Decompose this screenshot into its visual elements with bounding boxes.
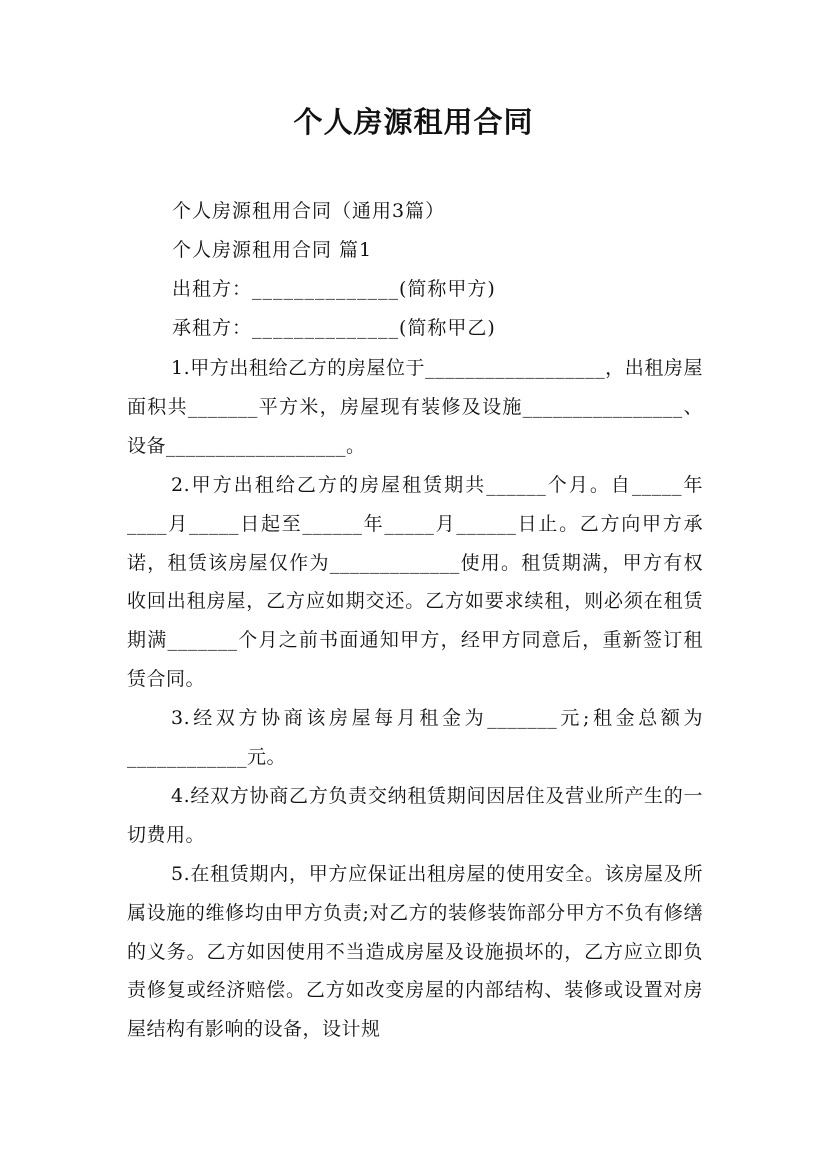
document-subtitle: 个人房源租用合同（通用3篇） [172,200,446,222]
clause-5: 5.在租赁期内，甲方应保证出租房屋的使用安全。该房屋及所属设施的维修均由甲方负责;对乙方的装修装饰部分甲方不负有修缮的义务。乙方如因使用不当造成房屋及设施损坏的，乙方应立即负责修复或经济赔偿。乙方如改变房屋的内部结构、装修或设置对房屋结构有影响的设备，设计规 [127,863,703,1041]
clause-1: 1.甲方出租给乙方的房屋位于__________________，出租房屋面积共_______平方米，房屋现有装修及设施________________、设备__________________。 [127,357,703,457]
lessor-line: 出租方：______________(简称甲方) [172,278,496,300]
clause-3: 3.经双方协商该房屋每月租金为_______元;租金总额为____________元。 [127,707,703,768]
clause-4: 4.经双方协商乙方负责交纳租赁期间因居住及营业所产生的一切费用。 [127,785,703,846]
document-title: 个人房源租用合同 [293,105,534,139]
lessee-line: 承租方：______________(简称甲乙) [172,317,496,339]
section-heading: 个人房源租用合同 篇1 [172,239,373,261]
clause-2: 2.甲方出租给乙方的房屋租赁期共______个月。自_____年____月_____日起至______年_____月______日止。乙方向甲方承诺，租赁该房屋仅作为_____________使用。租赁期满，甲方有权收回出租房屋，乙方应如期交还。乙方如要求续租，则必须在租赁期满_______个月之前书面通知甲方，经甲方同意后，重新签订租赁合同。 [127,474,703,690]
